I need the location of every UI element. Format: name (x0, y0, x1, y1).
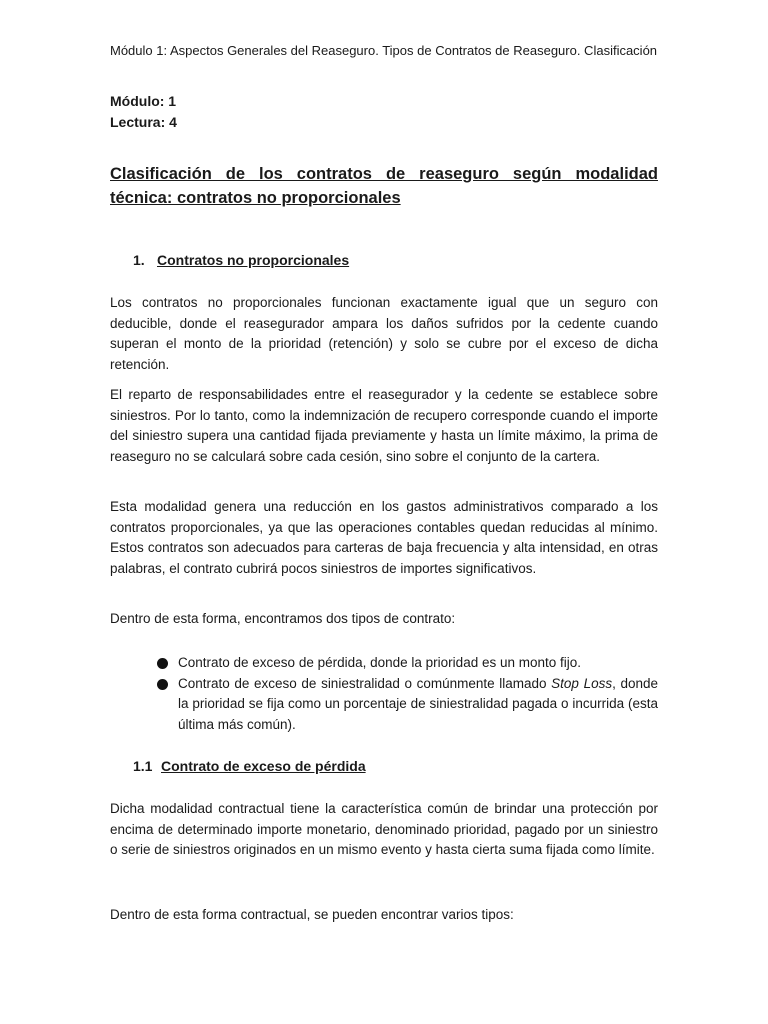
list-item-text: Contrato de exceso de pérdida, donde la prioridad es un monto fijo. (178, 655, 582, 670)
section-title: Contrato de exceso de pérdida (161, 758, 366, 774)
list-item (155, 653, 658, 674)
paragraph: Esta modalidad genera una reducción en los gastos administrativos comparado a los contratos proporcionales, ya que las operaciones contables quedan reducidas al mínimo. Estos contratos son adecuados para carteras de baja frecuencia y alta intensidad, en otras palabras, el contrato cubrirá pocos siniestros de importes significativos. (110, 499, 658, 576)
list-item-text-start: Contrato de exceso de siniestralidad o comúnmente llamado (178, 675, 552, 691)
stop-loss-term: Stop Loss (551, 675, 613, 691)
bullet-icon (157, 679, 168, 690)
paragraph: Dentro de esta forma contractual, se pueden encontrar varios tipos: (110, 907, 514, 922)
list-item (155, 674, 658, 736)
paragraph: El reparto de responsabilidades entre el reasegurador y la cedente se establece sobre siniestros. Por lo tanto, como la indemnización de recupero corresponde cuando el importe del siniestro supera una cantidad fijada previamente y hasta un límite máximo, la prima de reaseguro no se calculará sobre cada cesión, sino sobre el conjunto de la cartera. (110, 387, 658, 464)
section-heading-1 (133, 250, 349, 270)
section-number: 1.1 (133, 758, 153, 774)
section-number: 1. (133, 252, 145, 268)
running-header: Módulo 1: Aspectos Generales del Reaseguro. Tipos de Contratos de Reaseguro. Clasificación (110, 43, 658, 58)
paragraph: Los contratos no proporcionales funcionan exactamente igual que un seguro con deducible, donde el reasegurador ampara los daños sufridos por la cedente cuando superan el monto de la prioridad (retención) y solo se cubre por el exceso de dicha retención. (110, 295, 658, 372)
section-title: Contratos no proporcionales (157, 252, 350, 268)
paragraph: Dentro de esta forma, encontramos dos tipos de contrato: (110, 611, 456, 626)
module-info (110, 91, 177, 133)
contract-types-list (155, 653, 658, 735)
paragraph: Dicha modalidad contractual tiene la característica común de brindar una protección por encima de determinado importe monetario, denominado prioridad, pagado por un siniestro o serie de siniestros originados en un mismo evento y hasta cierta suma fijada como límite. (110, 801, 658, 857)
list-item-text-end: , donde la prioridad se fija como un porcentaje de siniestralidad pagada o incurrida (esta última más común). (178, 675, 659, 732)
section-heading-1-1 (133, 756, 366, 776)
bullet-icon (157, 658, 168, 669)
module-label: Módulo: 1 (110, 93, 177, 109)
page-title: Clasificación de los contratos de reaseguro según modalidad técnica: contratos no proporcionales (110, 165, 658, 207)
reading-label: Lectura: 4 (110, 114, 177, 130)
